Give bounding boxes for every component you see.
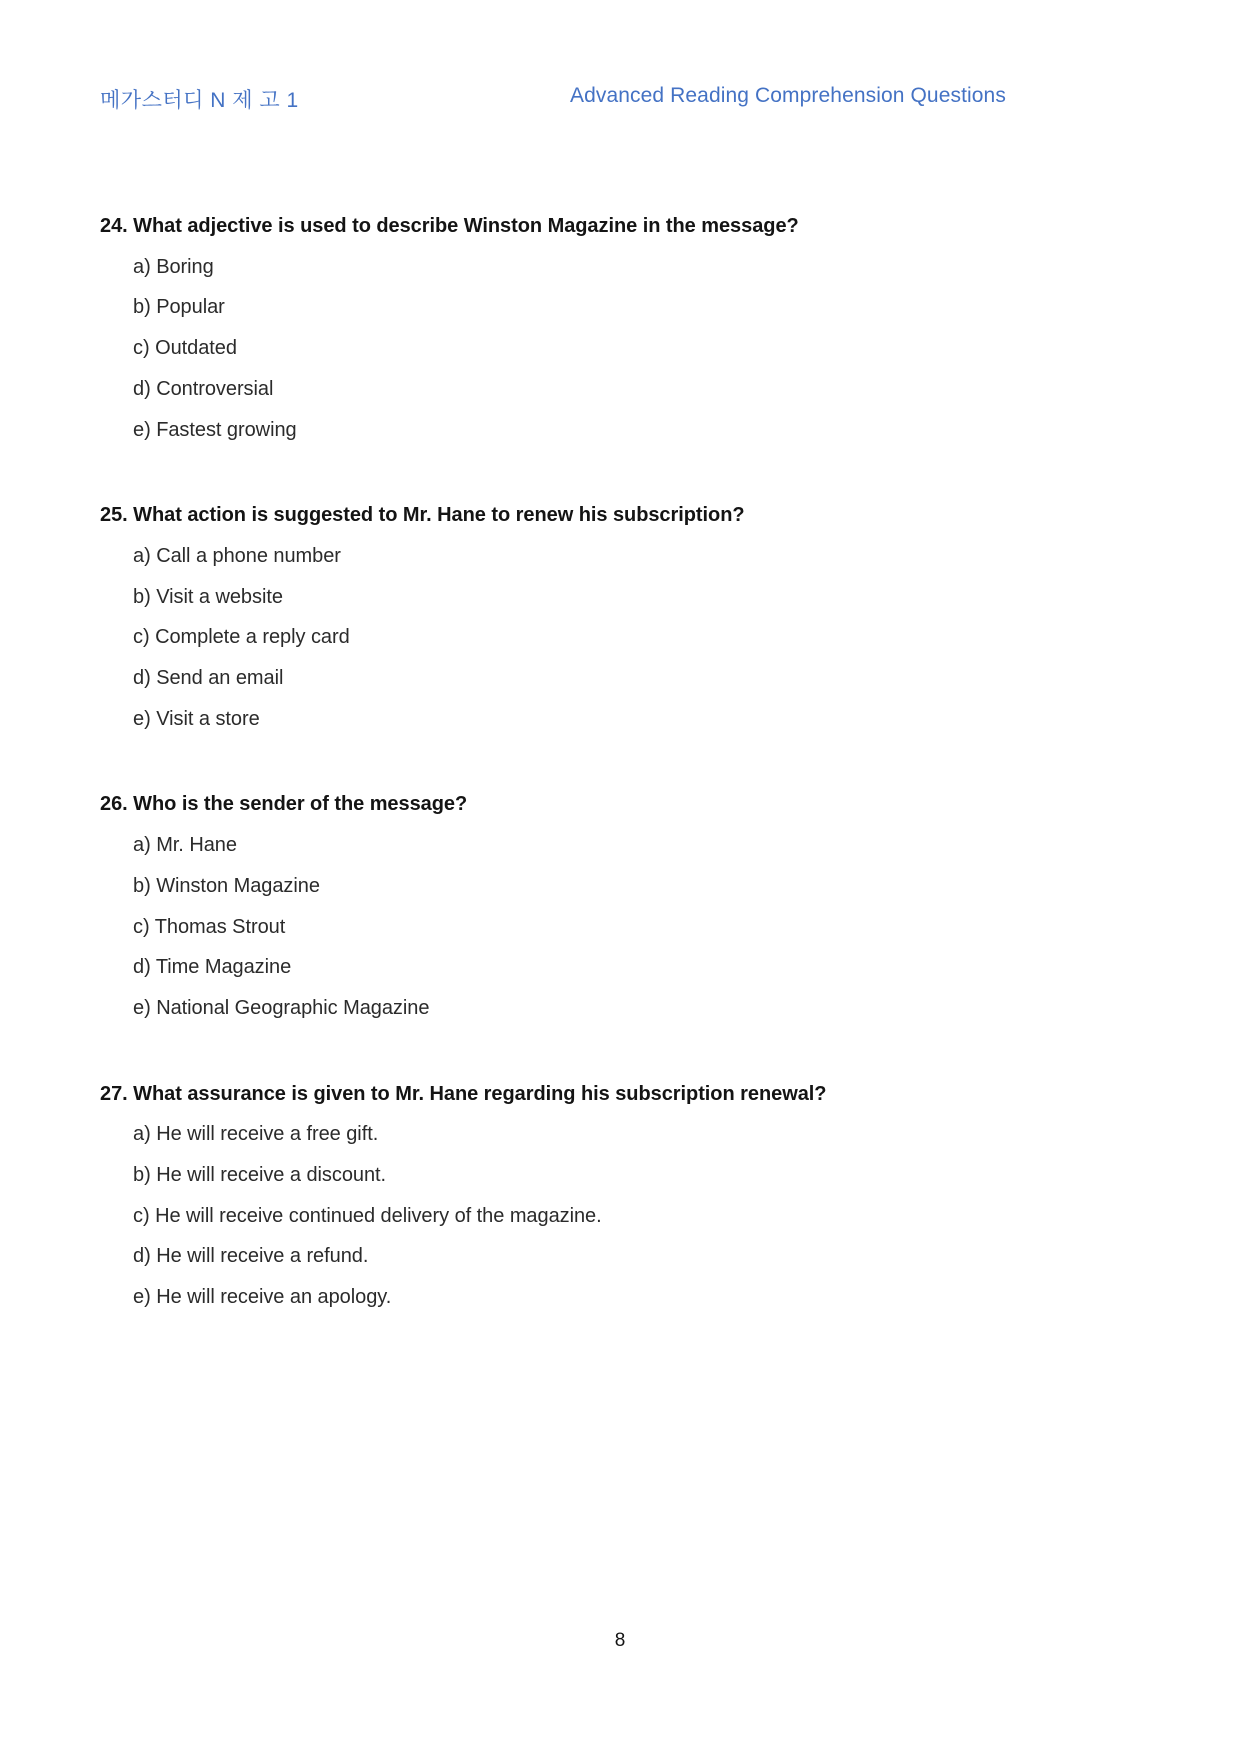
question-text-24: 24. What adjective is used to describe Winston Magazine in the message? <box>100 215 799 237</box>
option-26-d[interactable]: d) Time Magazine <box>133 956 292 979</box>
running-head-right-title: Advanced Reading Comprehension Questions <box>570 84 1006 107</box>
page-number: 8 <box>614 1630 626 1651</box>
option-27-c[interactable]: c) He will receive continued delivery of the magazine. <box>133 1204 602 1227</box>
option-24-a[interactable]: a) Boring <box>133 255 214 278</box>
question-block-24 <box>100 206 1140 450</box>
question-text-27: 27. What assurance is given to Mr. Hane regarding his subscription renewal? <box>100 1082 827 1105</box>
option-24-c[interactable]: c) Outdated <box>133 337 237 360</box>
running-head-left-title: 메가스터디 N 제 고 1 <box>100 89 299 112</box>
questions-container <box>100 206 1140 1318</box>
question-text-25: 25. What action is suggested to Mr. Hane to renew his subscription? <box>100 504 745 527</box>
question-block-27 <box>100 1074 1140 1318</box>
option-27-a[interactable]: a) He will receive a free gift. <box>133 1123 379 1146</box>
option-26-a[interactable]: a) Mr. Hane <box>133 834 237 857</box>
option-27-e[interactable]: e) He will receive an apology. <box>133 1286 392 1309</box>
option-25-b[interactable]: b) Visit a website <box>133 585 283 608</box>
options-list-26 <box>100 825 1140 1029</box>
page-footer <box>0 1630 1240 1652</box>
option-27-d[interactable]: d) He will receive a refund. <box>133 1245 369 1268</box>
option-24-b[interactable]: b) Popular <box>133 296 225 319</box>
option-26-c[interactable]: c) Thomas Strout <box>133 915 286 938</box>
option-24-d[interactable]: d) Controversial <box>133 377 274 400</box>
option-25-a[interactable]: a) Call a phone number <box>133 544 341 567</box>
option-27-b[interactable]: b) He will receive a discount. <box>133 1164 387 1187</box>
running-head <box>100 84 1140 118</box>
options-list-27 <box>100 1114 1140 1318</box>
option-25-c[interactable]: c) Complete a reply card <box>133 626 350 649</box>
option-26-e[interactable]: e) National Geographic Magazine <box>133 996 430 1019</box>
question-block-26 <box>100 784 1140 1028</box>
options-list-25 <box>100 536 1140 740</box>
option-25-e[interactable]: e) Visit a store <box>133 707 260 730</box>
options-list-24 <box>100 247 1140 451</box>
option-25-d[interactable]: d) Send an email <box>133 667 284 690</box>
question-text-26: 26. Who is the sender of the message? <box>100 793 468 816</box>
question-block-25 <box>100 495 1140 739</box>
option-26-b[interactable]: b) Winston Magazine <box>133 874 320 897</box>
option-24-e[interactable]: e) Fastest growing <box>133 418 297 441</box>
